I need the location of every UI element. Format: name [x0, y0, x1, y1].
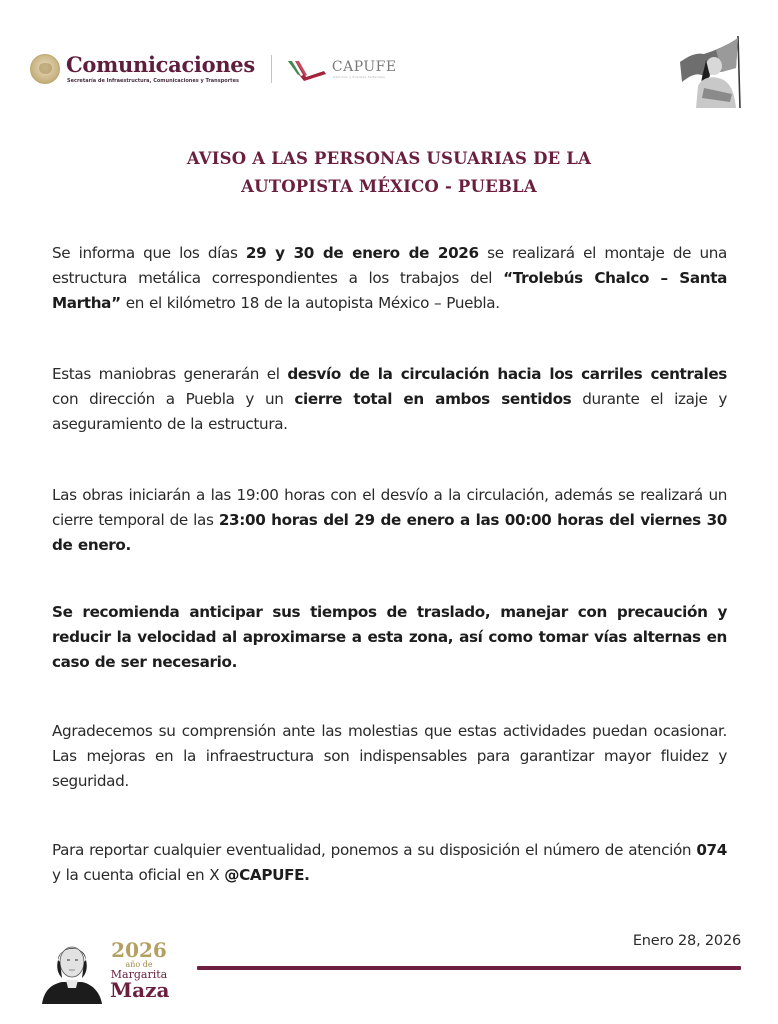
year-commemoration-logo	[38, 938, 208, 1008]
brand-subtitle: Secretaría de Infraestructura, Comunicaciones y Transportes	[67, 78, 239, 84]
text: Se informa que los días	[52, 244, 246, 262]
capufe-flag-icon	[286, 55, 330, 83]
paragraph-timing	[52, 483, 727, 558]
honoree-last-name: Maza	[110, 978, 170, 1002]
text: en el kilómetro 18 de la autopista México – Puebla.	[120, 294, 500, 312]
brand-name: Comunicaciones	[66, 52, 255, 77]
year: 2026	[111, 938, 167, 962]
paragraph-recommendation	[52, 600, 727, 675]
text: Las obras iniciarán a las 19:00 horas con el desvío a la circulación, además se realizará un cierre temporal de las	[52, 486, 727, 529]
phone-number: 074	[696, 841, 727, 859]
paragraph-contact	[52, 838, 727, 888]
project-name-highlight: “Trolebús Chalco – Santa Martha”	[52, 269, 727, 312]
paragraph-schedule	[52, 241, 727, 316]
capufe-logo	[330, 59, 397, 79]
year-text-block	[110, 940, 168, 1000]
footer-divider	[197, 966, 741, 970]
national-seal-icon	[30, 54, 60, 84]
text: durante el izaje y aseguramiento de la estructura.	[52, 390, 727, 433]
text: Agradecemos su comprensión ante las molestias que estas actividades puedan ocasionar. Las mejoras en la infraestructura son indispensables para garantizar mayor fluidez y seguridad.	[52, 722, 727, 790]
text: se realizará el montaje de una estructura metálica correspondientes a los trabajos del	[52, 244, 727, 287]
heroine-flag-illustration-icon	[676, 32, 746, 110]
text: con dirección a Puebla y un	[52, 390, 295, 408]
detour-highlight: desvío de la circulación hacia los carriles centrales	[287, 365, 727, 383]
paragraph-maneuvers	[52, 362, 727, 437]
partner-subtitle: Caminos y Puentes Federales	[332, 75, 386, 79]
page-title	[0, 145, 778, 201]
logo-divider	[271, 55, 272, 83]
margarita-maza-portrait-icon	[38, 938, 104, 1004]
document-date: Enero 28, 2026	[632, 933, 741, 949]
honoree-first-name: Margarita	[110, 968, 168, 981]
title-line-1: AVISO A LAS PERSONAS USUARIAS DE LA	[186, 149, 592, 168]
text: y la cuenta oficial en X	[52, 866, 225, 884]
partner-name: CAPUFE	[331, 59, 397, 75]
header-logos	[30, 46, 397, 92]
year-caption: año de	[125, 960, 153, 969]
sict-logo	[66, 54, 255, 84]
text: Estas maniobras generarán el	[52, 365, 288, 383]
dates-highlight: 29 y 30 de enero de 2026	[245, 244, 479, 262]
paragraph-thanks	[52, 719, 727, 794]
closure-highlight: cierre total en ambos sentidos	[294, 390, 572, 408]
recommendation-text: Se recomienda anticipar sus tiempos de traslado, manejar con precaución y reducir la velocidad al aproximarse a esta zona, así como tomar vías alternas en caso de ser necesario.	[52, 603, 727, 671]
social-handle: @CAPUFE.	[224, 866, 310, 884]
text: Para reportar cualquier eventualidad, ponemos a su disposición el número de atención	[52, 841, 697, 859]
closure-time-highlight: 23:00 horas del 29 de enero a las 00:00 horas del viernes 30 de enero.	[52, 511, 728, 554]
title-line-2: AUTOPISTA MÉXICO - PUEBLA	[241, 177, 537, 196]
